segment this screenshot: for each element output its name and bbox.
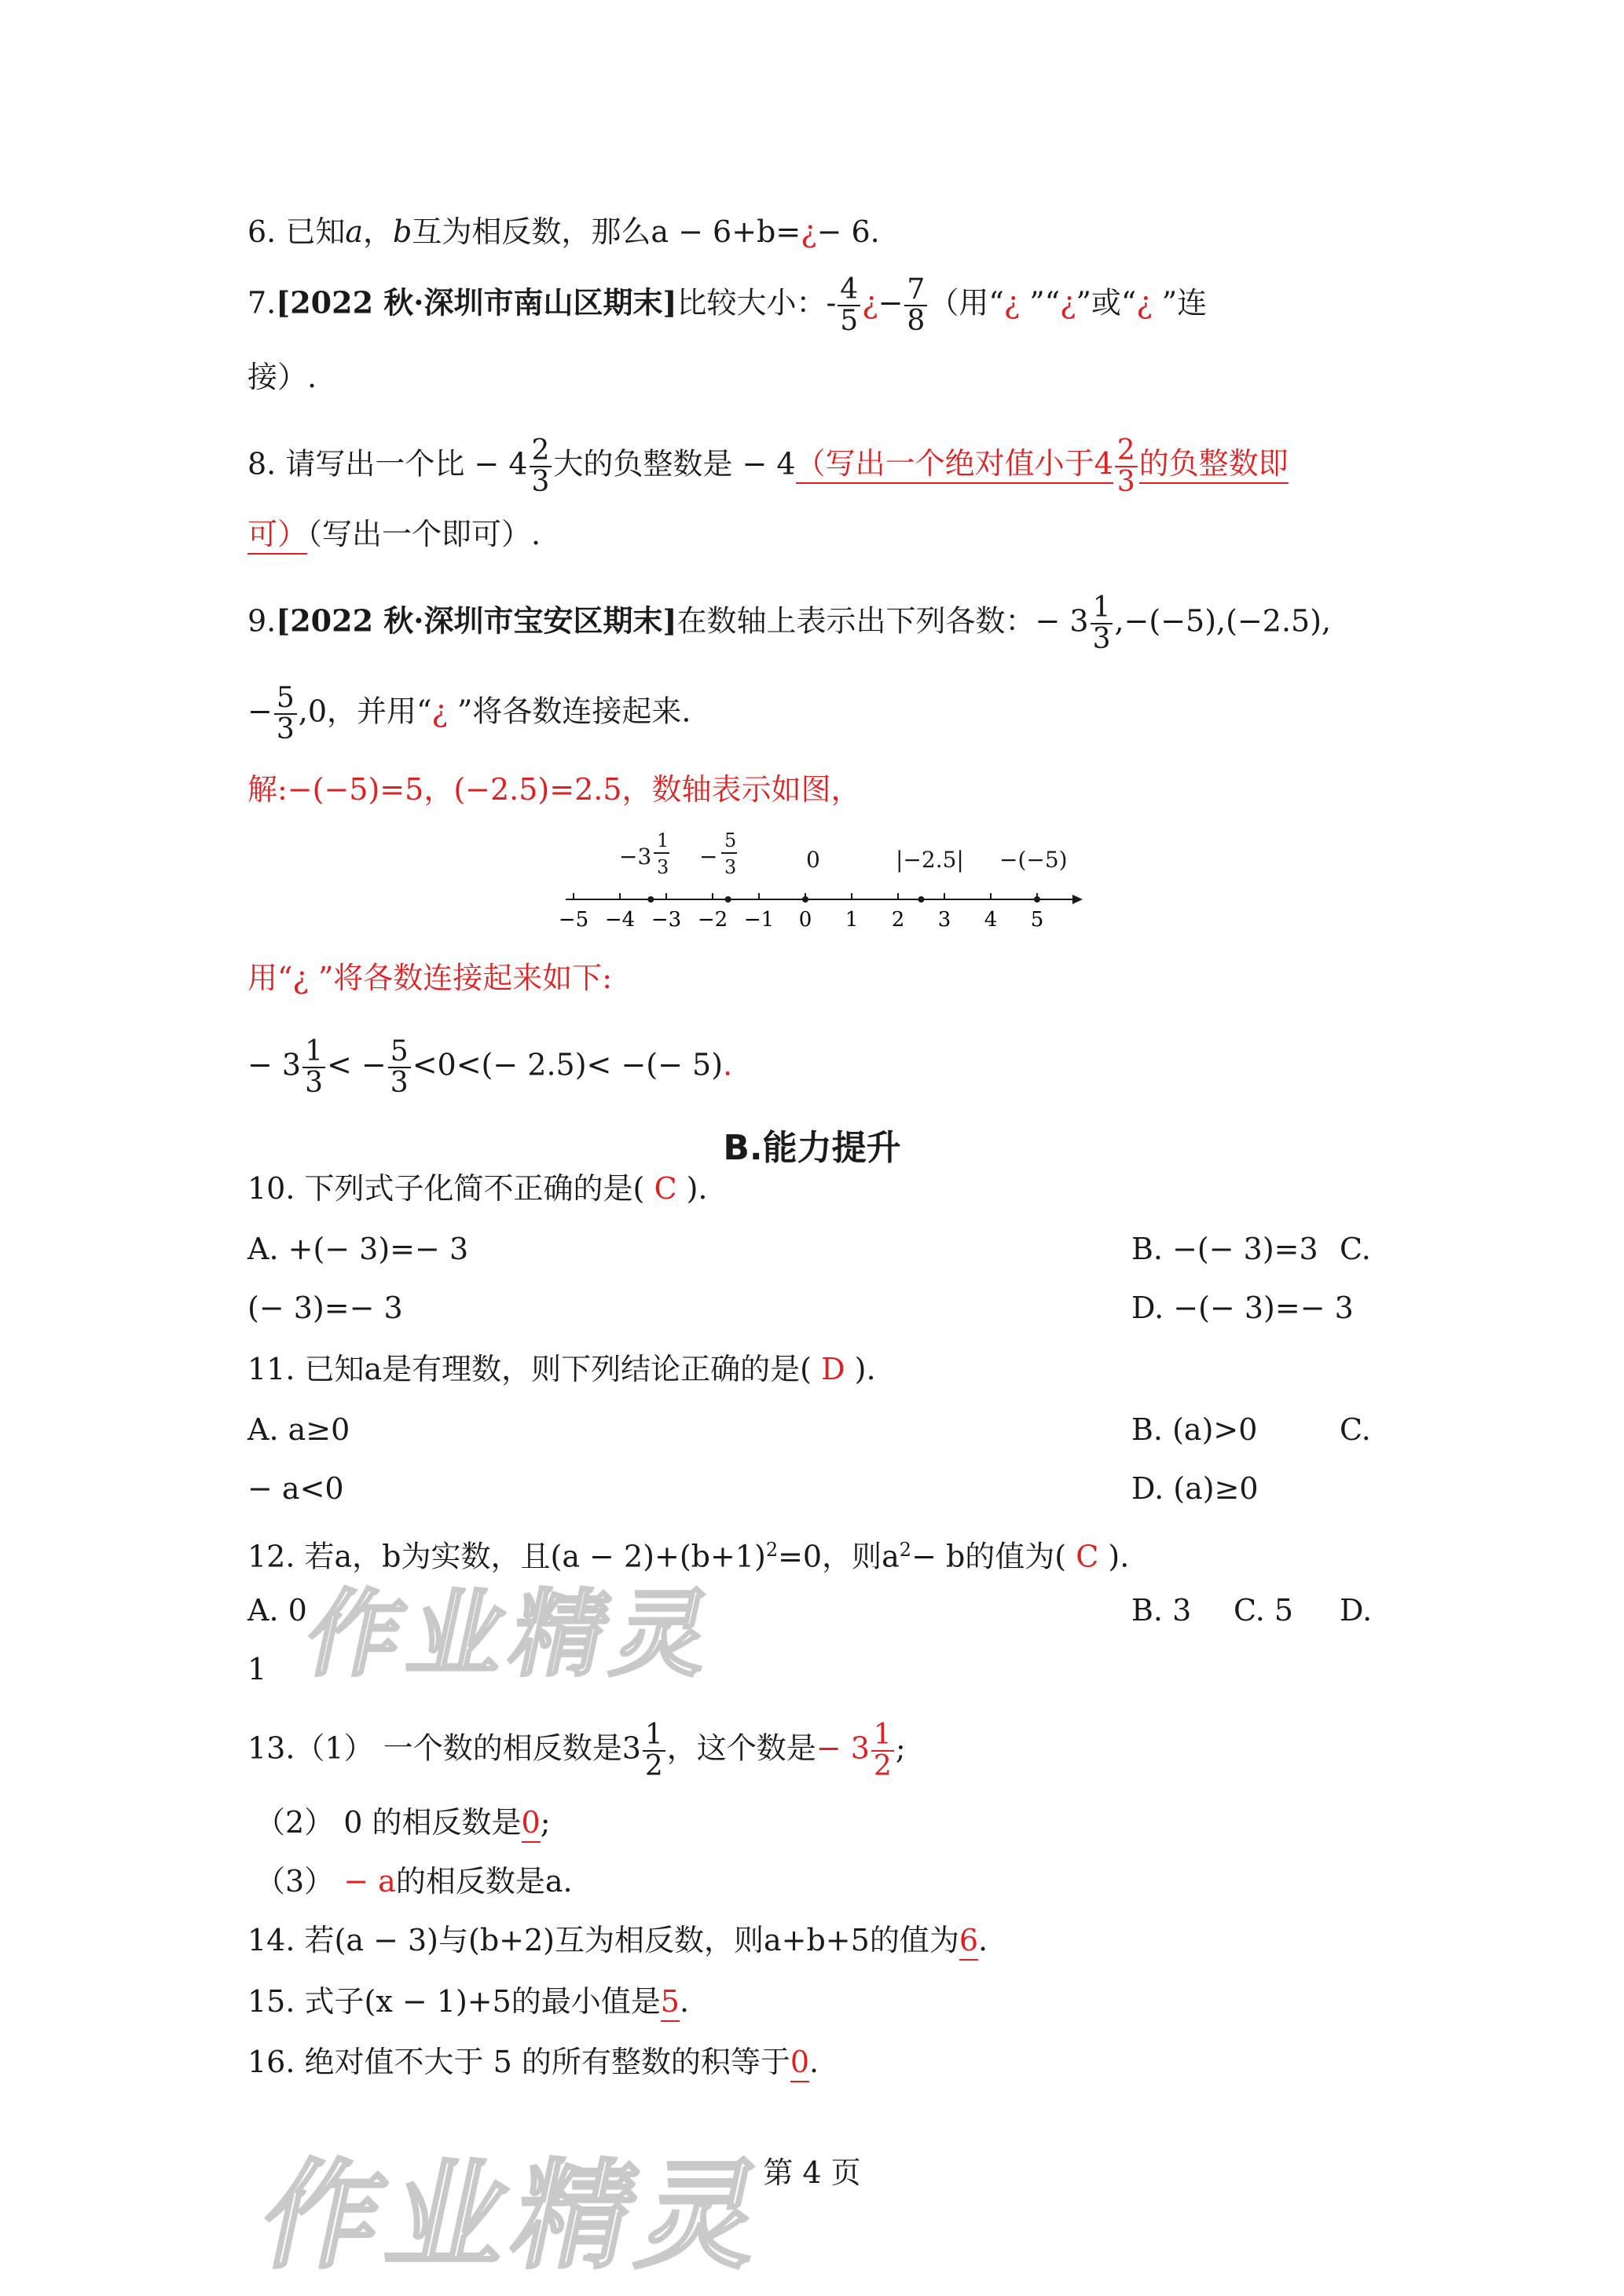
q9-list: ,−(−5),(−2.5), <box>1114 603 1332 639</box>
axis-tick-label: −2 <box>697 908 728 932</box>
fraction-2-3: $\frac{2}{3}$ <box>530 436 552 497</box>
axis-point <box>918 896 925 903</box>
axis-tick-label: 0 <box>798 908 812 932</box>
q12-stem-end: ). <box>1108 1539 1130 1574</box>
q13-text: 13.（1） 一个数的相反数是3 <box>247 1730 641 1766</box>
q15-text: 15. 式子(x − 1)+5的最小值是 <box>247 1984 661 2019</box>
q13-p2-text: （2） 0 的相反数是 <box>255 1805 522 1840</box>
q7-number: 7. <box>247 285 277 320</box>
q14-answer: 6 <box>959 1923 978 1961</box>
question-14 <box>247 1921 988 1960</box>
q12-option-d: D. <box>1340 1593 1373 1628</box>
axis-point <box>647 896 654 903</box>
q14-post: . <box>978 1923 988 1957</box>
axis-tick-label: 4 <box>984 908 998 932</box>
chain-part-a: − 3 <box>247 1047 302 1082</box>
q10-answer: C <box>654 1171 677 1206</box>
var-b: b <box>393 214 412 249</box>
q11-option-c: C. <box>1340 1412 1371 1447</box>
q13-mid: ，这个数是 <box>666 1730 816 1766</box>
fraction-4-5: $\frac{4}{5}$ <box>838 275 860 336</box>
q12-option-b: B. 3 <box>1131 1593 1192 1628</box>
q6-mid: 互为相反数，那么 <box>412 214 651 249</box>
q10-stem: 10. 下列式子化简不正确的是( <box>247 1171 645 1206</box>
q11-option-c-content: − a<0 <box>247 1471 344 1506</box>
q13-p3-text: （3） <box>255 1864 344 1899</box>
chain-fraction-1: $\frac{1}{3}$ <box>302 1037 325 1098</box>
q11-stem: 11. 已知a是有理数，则下列结论正确的是( <box>247 1352 812 1386</box>
chain-dot: . <box>723 1047 733 1082</box>
q12-answer: C <box>1076 1539 1099 1574</box>
q9-tail: ”将各数连接起来. <box>447 694 691 729</box>
q7-symbol-2: ¿ <box>1060 285 1076 320</box>
q10-stem-end: ). <box>686 1171 708 1206</box>
q11-stem-end: ). <box>854 1352 876 1386</box>
axis-tick-label: 1 <box>845 908 859 932</box>
label-minus-5-3-num: 5 <box>724 829 737 851</box>
q8-text: 8. 请写出一个比 − 4 <box>247 446 528 482</box>
question-9 <box>247 593 1331 654</box>
axis-arrow <box>1072 895 1083 904</box>
chain-fraction-2: $\frac{5}{3}$ <box>388 1037 411 1098</box>
chain-part-b: < − <box>327 1047 387 1082</box>
q6-answer: ¿ <box>801 214 817 249</box>
q7-quote-2: ”或“ <box>1076 285 1137 320</box>
q12-option-a: A. 0 <box>247 1593 307 1628</box>
q7-source: [2022 秋·深圳市南山区期末] <box>276 284 677 320</box>
q6-text: 6. 已知 <box>247 214 346 249</box>
q6-post: − 6. <box>816 214 880 249</box>
q12-option-d-content: 1 <box>247 1652 267 1686</box>
label-minus-3-1-3-den: 3 <box>657 856 669 878</box>
label-minus-3-1-3-num: 1 <box>657 829 669 851</box>
q9-minus: − <box>247 694 273 729</box>
axis-point <box>1034 896 1040 903</box>
q11-option-d: D. (a)≥0 <box>1131 1471 1259 1506</box>
q16-post: . <box>809 2045 819 2079</box>
q12-exponent-2: 2 <box>899 1539 912 1561</box>
q16-answer: 0 <box>790 2045 809 2082</box>
fraction-5-3: $\frac{5}{3}$ <box>274 683 297 745</box>
q9-text: 在数轴上表示出下列各数：− 3 <box>676 603 1089 639</box>
question-15 <box>247 1982 689 2021</box>
question-13-part-3 <box>255 1862 573 1901</box>
q13-answer-fraction: $\frac{1}{2}$ <box>871 1720 894 1782</box>
q12-exponent-1: 2 <box>765 1539 779 1561</box>
q8-post: （写出一个即可）. <box>307 517 541 551</box>
q7-post: （用“ <box>929 285 1004 320</box>
question-13-part-1 <box>247 1720 906 1782</box>
q7-minus: − <box>878 285 904 320</box>
q15-answer: 5 <box>661 1984 680 2022</box>
axis-tick-label: −5 <box>558 908 589 932</box>
axis-tick-label: 2 <box>891 908 905 932</box>
q14-text: 14. 若(a − 3)与(b+2)互为相反数，则a+b+5的值为 <box>247 1923 959 1957</box>
q8-answer-1: （写出一个绝对值小于4 <box>796 446 1113 484</box>
watermark-logo: 作业精灵 <box>296 1580 729 1690</box>
solution-9-chain <box>247 1037 732 1098</box>
q10-option-d: D. −(− 3)=− 3 <box>1131 1291 1354 1325</box>
q11-option-b: B. (a)>0 <box>1131 1412 1258 1447</box>
q8-continuation <box>247 514 541 554</box>
q7-answer: ¿ <box>862 285 878 320</box>
q11-answer: D <box>821 1352 845 1386</box>
q16-text: 16. 绝对值不大于 5 的所有整数的积等于 <box>247 2045 790 2079</box>
q13-p3-end: a. <box>544 1864 573 1899</box>
q12-stem-c: − b的值为( <box>911 1539 1067 1574</box>
section-title: B.能力提升 <box>723 1128 901 1168</box>
q10-option-b: B. −(− 3)=3 <box>1131 1232 1318 1266</box>
q7-quote-1: ”“ <box>1020 285 1061 320</box>
q6-expr: a − 6+b= <box>651 214 801 249</box>
q9-source: [2022 秋·深圳市宝安区期末] <box>276 602 677 639</box>
question-6 <box>247 212 880 251</box>
q13-answer: − 3 <box>816 1730 870 1766</box>
label-minus-3-1-3: −3 <box>619 844 652 870</box>
label-neg-neg-5: −(−5) <box>999 847 1068 873</box>
fraction-1-3: $\frac{1}{3}$ <box>1091 593 1113 654</box>
q9-continuation <box>247 683 691 745</box>
question-13-part-2 <box>255 1803 551 1842</box>
q11-option-a: A. a≥0 <box>247 1412 350 1447</box>
label-minus-5-3-den: 3 <box>724 856 737 878</box>
q9-symbol: ¿ <box>431 694 448 729</box>
axis-point <box>802 896 808 903</box>
q7-symbol-1: ¿ <box>1003 285 1021 320</box>
q12-stem: 12. 若a，b为实数，且(a − 2)+(b+1) <box>247 1539 766 1574</box>
axis-tick-label: −3 <box>651 908 682 932</box>
solution-9-line-2: 用“¿ ”将各数连接起来如下: <box>247 961 613 995</box>
question-11 <box>247 1349 876 1389</box>
number-line-figure <box>550 825 1084 935</box>
q8-answer-3: 可） <box>247 517 307 555</box>
axis-tick-label: 3 <box>937 908 951 932</box>
q15-post: . <box>679 1984 690 2019</box>
axis-tick-label: 5 <box>1030 908 1044 932</box>
var-a: a <box>345 214 363 249</box>
axis-tick-label: −4 <box>604 908 636 932</box>
q13-p3-answer: − a <box>343 1864 396 1899</box>
q7-symbol-3: ¿ <box>1136 285 1153 320</box>
question-7 <box>247 275 1207 336</box>
q13-p2-answer: 0 <box>522 1805 541 1843</box>
q12-stem-b: =0，则a <box>778 1539 900 1574</box>
question-8 <box>247 436 1289 497</box>
q12-option-c: C. 5 <box>1234 1593 1294 1628</box>
q7-quote-3: ”连 <box>1152 285 1208 320</box>
label-minus-5-3: − <box>699 844 718 870</box>
q7-continuation: 接）. <box>247 360 317 394</box>
q9-number: 9. <box>247 603 277 639</box>
watermark-logo-bottom: 作业精灵 <box>250 2148 783 2285</box>
page-footer: 第 4 页 <box>763 2155 861 2190</box>
label-zero: 0 <box>806 847 820 873</box>
q13-fraction: $\frac{1}{2}$ <box>643 1720 665 1782</box>
solution-9-line-1: 解:−(−5)=5，(−2.5)=2.5，数轴表示如图， <box>247 772 861 807</box>
q8-mid: 大的负整数是 − 4 <box>553 446 796 482</box>
q8-answer-fraction: $\frac{2}{3}$ <box>1115 436 1138 497</box>
axis-tick-label: −1 <box>743 908 775 932</box>
question-10 <box>247 1169 708 1208</box>
label-abs-2-5: |−2.5| <box>896 847 964 873</box>
q13-post: ; <box>895 1730 906 1766</box>
axis-point <box>725 896 731 903</box>
fraction-7-8: $\frac{7}{8}$ <box>904 275 927 336</box>
chain-part-c: <0<(− 2.5)< −(− 5) <box>412 1047 724 1082</box>
q10-option-c-content: (− 3)=− 3 <box>247 1291 403 1325</box>
q10-option-a: A. +(− 3)=− 3 <box>247 1232 469 1266</box>
q6-sep: ， <box>363 214 394 249</box>
question-16 <box>247 2042 819 2082</box>
q7-text: 比较大小：- <box>676 285 837 320</box>
q10-option-c: C. <box>1340 1232 1371 1266</box>
q13-p3-mid: 的相反数是 <box>395 1864 545 1899</box>
q9-post: ,0，并用“ <box>298 694 432 729</box>
q13-p2-post: ; <box>540 1805 551 1840</box>
q8-answer-2: 的负整数即 <box>1139 446 1289 484</box>
